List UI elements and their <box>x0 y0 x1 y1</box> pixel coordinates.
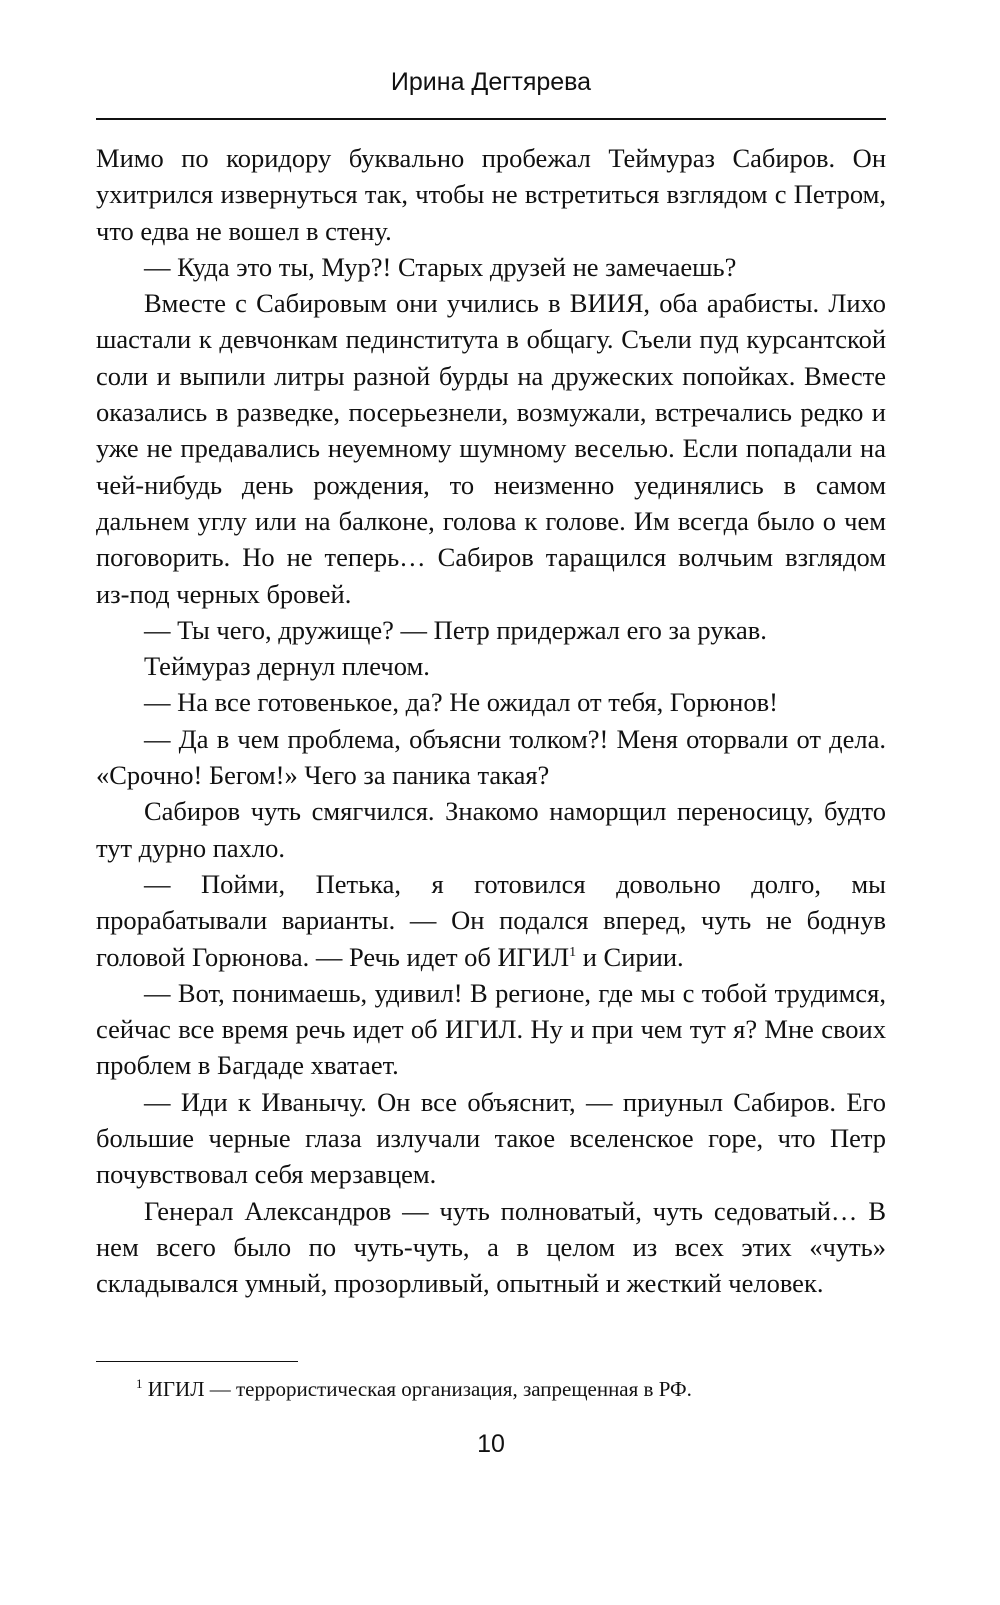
page-number: 10 <box>477 1430 505 1458</box>
paragraph: — Куда это ты, Мур?! Старых друзей не замечаешь? <box>144 251 737 282</box>
paragraph: Сабиров чуть смягчился. Знакомо наморщил переносицу, будто тут дурно пахло. <box>96 796 886 863</box>
paragraph: — Вот, понимаешь, удивил! В регионе, где мы с тобой трудимся, сейчас все время речь идет об ИГИЛ. Ну и при чем тут я? Мне своих проблем в Багдаде хватает. <box>96 977 886 1081</box>
paragraph: Вместе с Сабировым они учились в ВИИЯ, оба арабисты. Лихо шастали к девчонкам пединститута в общагу. Съели пуд курсантской соли и выпили литры разной бурды на дружеских попойках. Вместе оказались в разведке, посерьезнели, возмужали, встречались редко и уже не предавались неуемному шумному веселью. Если попадали на чей-нибудь день рождения, то неизменно уединялись в самом дальнем углу или на балконе, голова к голове. Им всегда было о чем поговорить. Но не теперь… Сабиров таращился волчьим взглядом из-под черных бровей. <box>96 288 886 609</box>
header-rule <box>96 118 886 120</box>
paragraph-text: и Сирии. <box>582 941 684 972</box>
paragraph: — Иди к Иванычу. Он все объяснит, — приуныл Сабиров. Его большие черные глаза излучали такое вселенское горе, что Петр почувствовал себя мерзавцем. <box>96 1086 886 1190</box>
body-text <box>96 140 886 1302</box>
footnote <box>96 1374 886 1404</box>
running-head-author: Ирина Дегтярева <box>390 68 592 96</box>
paragraph: — На все готовенькое, да? Не ожидал от тебя, Горюнов! <box>144 687 778 718</box>
footnote-mark: 1 <box>136 1376 143 1391</box>
paragraph: Теймураз дернул плечом. <box>144 651 430 682</box>
paragraph: Генерал Александров — чуть полноватый, чуть седоватый… В нем всего было по чуть-чуть, а в целом из всех этих «чуть» складывался умный, прозорливый, опытный и жесткий человек. <box>96 1195 886 1299</box>
paragraph-with-footnote <box>96 866 886 975</box>
footnote-reference[interactable]: 1 <box>569 944 577 960</box>
paragraph-text: — Пойми, Петька, я готовился довольно долго, мы прорабатывали варианты. — Он подался вперед, чуть не боднув головой Горюнова. — Речь идет об ИГИЛ <box>96 868 886 972</box>
footnote-text: ИГИЛ — террористическая организация, запрещенная в РФ. <box>147 1377 692 1401</box>
paragraph: — Да в чем проблема, объясни толком?! Меня оторвали от дела. «Срочно! Бегом!» Чего за паника такая? <box>96 723 886 791</box>
paragraph: Мимо по коридору буквально пробежал Теймураз Сабиров. Он ухитрился извернуться так, чтобы не встретиться взглядом с Петром, что едва не вошел в стену. <box>96 143 886 246</box>
paragraph: — Ты чего, дружище? — Петр придержал его за рукав. <box>144 614 767 645</box>
footnote-rule <box>96 1361 298 1362</box>
